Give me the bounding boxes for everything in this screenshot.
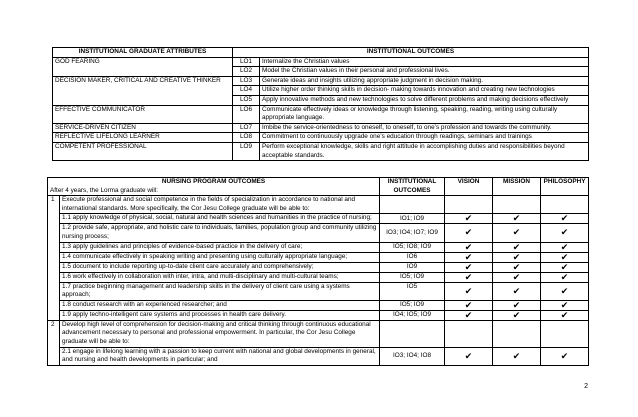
table-row: [48, 300, 589, 310]
outcome-inst: IO5: [380, 282, 445, 300]
outcome-text: 1.9 apply techno-intelligent care systems and processes in health care delivery.: [60, 310, 380, 320]
outcome-inst: IO6: [380, 252, 445, 262]
mission-check-icon: ✔: [493, 214, 541, 224]
lo-code: LO5: [233, 95, 260, 105]
header-mission: MISSION: [493, 178, 541, 196]
outcome-text: 1.4 communicate effectively in speaking writing and presenting using culturally appropriate language;: [60, 252, 380, 262]
philosophy-check-icon: ✔: [541, 242, 589, 252]
outcome-inst: IO9: [380, 262, 445, 272]
philosophy-check-icon: ✔: [541, 252, 589, 262]
institutional-outcomes-table: [52, 47, 589, 161]
outcome-text: 1.5 document to include reporting up-to-date client care accurately and comprehensively;: [60, 262, 380, 272]
vision-check-icon: ✔: [445, 282, 493, 300]
philosophy-check-icon: ✔: [541, 282, 589, 300]
lo-text: Apply innovative methods and new technologies to solve different problems and making decisions effectively: [260, 95, 589, 105]
outcome-text: 1.7 practice beginning management and leadership skills in the delivery of client care using a systems approach;: [60, 282, 380, 300]
header-philosophy: PHILOSOPHY: [541, 178, 589, 196]
philosophy-check-icon: ✔: [541, 310, 589, 320]
vision-check-icon: ✔: [445, 272, 493, 282]
table-row: [48, 214, 589, 224]
outcome-text: 1.3 apply guidelines and principles of evidence-based practice in the delivery of care;: [60, 242, 380, 252]
outcome-inst: IO3; IO4; IO7; IO9: [380, 224, 445, 242]
philosophy-check-icon: ✔: [541, 347, 589, 365]
goal-number: 2: [48, 320, 60, 365]
table-row: [48, 262, 589, 272]
lo-text: Perform exceptional knowledge, skills and right attitude in accomplishing duties and responsibilities beyond acceptable standards.: [260, 142, 589, 160]
attr-cell: REFLECTIVE LIFELONG LEARNER: [53, 133, 233, 143]
philosophy-check-icon: ✔: [541, 262, 589, 272]
lo-text: Internalize the Christian values: [260, 57, 589, 67]
table-row: [48, 252, 589, 262]
header-vision: VISION: [445, 178, 493, 196]
vision-check-icon: ✔: [445, 252, 493, 262]
table-row: [48, 242, 589, 252]
header-program-subtitle: After 4 years, the Lorma graduate will:: [50, 186, 158, 194]
table-row: [48, 272, 589, 282]
goal-text: Execute professional and social competence in the fields of specialization in accordance to national and international standards. More specifically, the Cor Jesu College graduate will be able to:: [60, 196, 380, 214]
outcome-text: 2.1 engage in lifelong learning with a passion to keep current with national and global developments in general, and nursing and health developments in particular; and: [60, 347, 380, 365]
table-row: [48, 347, 589, 365]
outcome-text: 1.1 apply knowledge of physical, social, natural and health sciences and humanities in the practice of nursing;: [60, 214, 380, 224]
lo-text: Utilize higher order thinking skills in decision- making towards innovation and creating new technologies: [260, 86, 589, 96]
mission-check-icon: ✔: [493, 300, 541, 310]
lo-code: LO8: [233, 133, 260, 143]
outcome-inst: IO1; IO9: [380, 214, 445, 224]
attr-cell: GOD FEARING: [53, 57, 233, 76]
outcome-inst: IO3; IO4; IO8: [380, 347, 445, 365]
lo-text: Communicate effectively ideas or knowledge through listening, speaking, reading, writing using culturally appropriate language.: [260, 105, 589, 123]
outcome-text: 1.6 work effectively in collaboration with inter, intra, and multi-disciplinary and multi-cultural teams;: [60, 272, 380, 282]
attr-cell: DECISION MAKER, CRITICAL AND CREATIVE THINKER: [53, 76, 233, 105]
header-program-title: NURSING PROGRAM OUTCOMES: [161, 178, 266, 185]
header-institutional-outcomes: INSTITUTIONAL OUTCOMES: [233, 48, 589, 58]
philosophy-check-icon: ✔: [541, 224, 589, 242]
outcome-inst: IO5; IO9: [380, 272, 445, 282]
nursing-program-outcomes-table: [47, 177, 589, 366]
vision-check-icon: ✔: [445, 310, 493, 320]
outcome-text: 1.8 conduct research with an experienced researcher; and: [60, 300, 380, 310]
lo-text: Imbibe the service-orientedness to oneself, to oneself, to one’s profession and towards the community.: [260, 123, 589, 133]
attr-cell: EFFECTIVE COMMUNICATOR: [53, 105, 233, 123]
table-row: [48, 310, 589, 320]
vision-check-icon: ✔: [445, 242, 493, 252]
lo-text: Commitment to continuously upgrade one’s education through readings, seminars and trainings: [260, 133, 589, 143]
lo-code: LO9: [233, 142, 260, 160]
lo-code: LO7: [233, 123, 260, 133]
mission-check-icon: ✔: [493, 347, 541, 365]
mission-check-icon: ✔: [493, 310, 541, 320]
vision-check-icon: ✔: [445, 262, 493, 272]
mission-check-icon: ✔: [493, 224, 541, 242]
lo-text: Generate ideas and insights utilizing appropriate judgment in decision making.: [260, 76, 589, 86]
attr-cell: COMPETENT PROFESSIONAL: [53, 142, 233, 160]
lo-text: Model the Christian values in their personal and professional lives.: [260, 67, 589, 77]
lo-code: LO3: [233, 76, 260, 86]
outcome-inst: IO5; IO8; IO9: [380, 242, 445, 252]
lo-code: LO2: [233, 67, 260, 77]
vision-check-icon: ✔: [445, 214, 493, 224]
header-graduate-attributes: INSTITUTIONAL GRADUATE ATTRIBUTES: [53, 48, 233, 58]
goal-number: 1: [48, 196, 60, 321]
goal-text: Develop high level of comprehension for decision-making and critical thinking through continuous educational advancement necessary to personal and professional empowerment. In particular, the Cor Jesu College graduate will be able to:: [60, 320, 380, 347]
attr-cell: SERVICE-DRIVEN CITIZEN: [53, 123, 233, 133]
page-number: 2: [584, 383, 588, 390]
header-institutional: INSTITUTIONAL OUTCOMES: [380, 178, 445, 196]
mission-check-icon: ✔: [493, 282, 541, 300]
vision-check-icon: ✔: [445, 347, 493, 365]
table-row: [48, 224, 589, 242]
lo-code: LO1: [233, 57, 260, 67]
vision-check-icon: ✔: [445, 300, 493, 310]
vision-check-icon: ✔: [445, 224, 493, 242]
mission-check-icon: ✔: [493, 272, 541, 282]
mission-check-icon: ✔: [493, 262, 541, 272]
table-row: [48, 282, 589, 300]
philosophy-check-icon: ✔: [541, 300, 589, 310]
philosophy-check-icon: ✔: [541, 272, 589, 282]
header-program-outcomes: [48, 178, 380, 196]
mission-check-icon: ✔: [493, 242, 541, 252]
lo-code: LO6: [233, 105, 260, 123]
philosophy-check-icon: ✔: [541, 214, 589, 224]
outcome-inst: IO4; IO5; IO9: [380, 310, 445, 320]
mission-check-icon: ✔: [493, 252, 541, 262]
outcome-text: 1.2 provide safe, appropriate, and holistic care to individuals, families, population group and community utilizing nursing process;: [60, 224, 380, 242]
outcome-inst: IO5; IO9: [380, 300, 445, 310]
lo-code: LO4: [233, 86, 260, 96]
